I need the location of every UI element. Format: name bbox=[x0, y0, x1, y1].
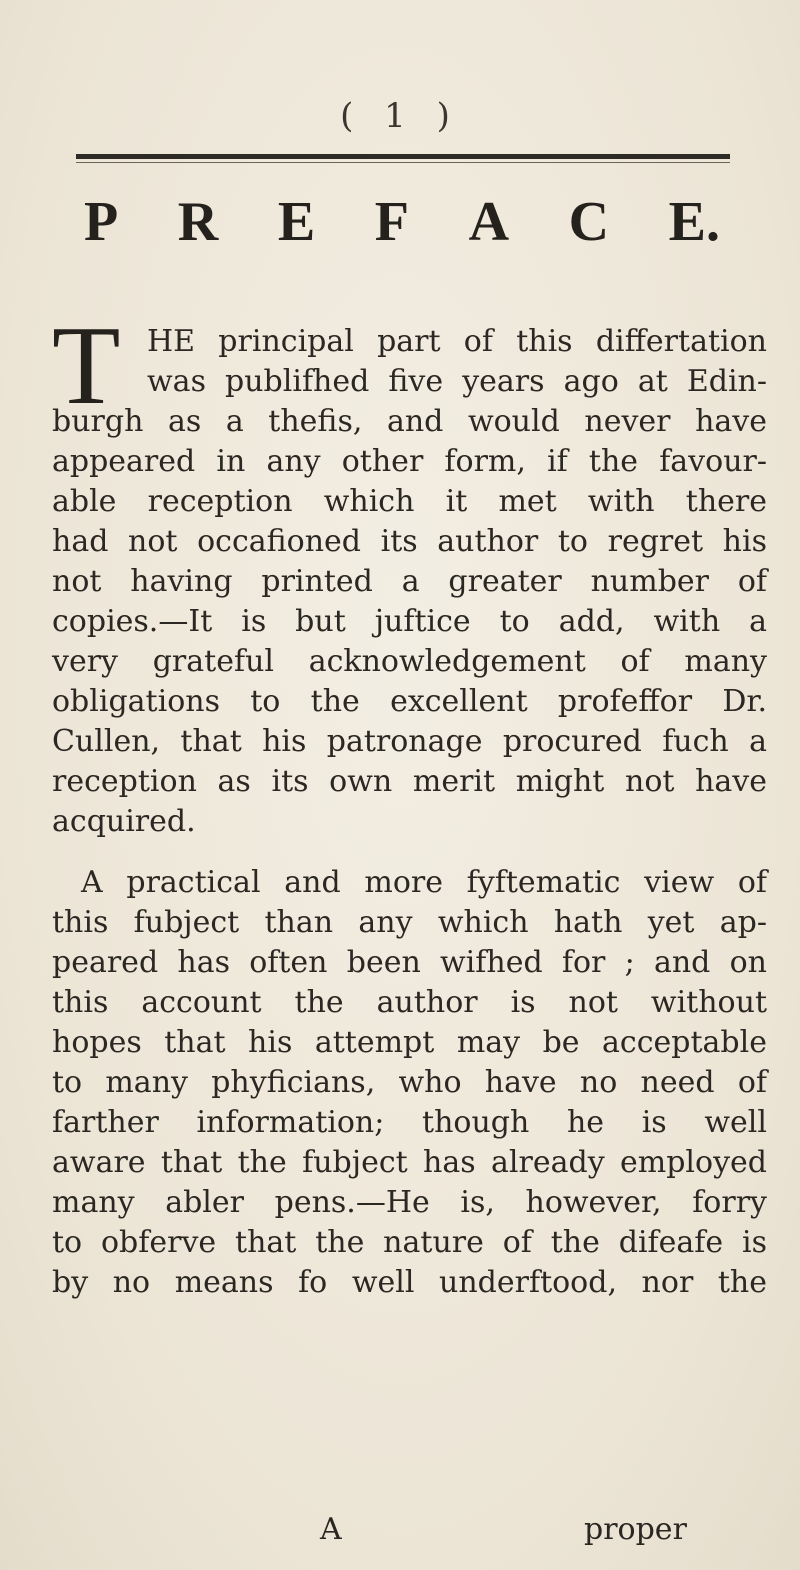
text-line: able reception which it met with there bbox=[52, 484, 767, 519]
heading-letter: E. bbox=[668, 191, 720, 253]
text-line: was publifhed five years ago at Edin- bbox=[147, 364, 767, 399]
heading-letter: A bbox=[468, 191, 510, 253]
heading-letter: E bbox=[277, 191, 316, 253]
text-line: peared has often been wifhed for ; and on bbox=[52, 945, 767, 980]
text-line: not having printed a greater number of bbox=[52, 564, 767, 599]
heading-letter: F bbox=[374, 191, 409, 253]
text-line: this fubject than any which hath yet ap- bbox=[52, 905, 767, 940]
heading-letter: R bbox=[177, 191, 219, 253]
preface-heading bbox=[84, 190, 720, 254]
heading-letter: P bbox=[84, 191, 119, 253]
header-rule bbox=[76, 154, 730, 159]
page-number: ( 1 ) bbox=[340, 96, 460, 136]
header-rule-thin bbox=[76, 162, 730, 163]
text-line: this account the author is not without bbox=[52, 985, 767, 1020]
signature-mark: A bbox=[320, 1512, 342, 1547]
text-line: farther information; though he is well bbox=[52, 1105, 767, 1140]
text-line: appeared in any other form, if the favour- bbox=[52, 444, 767, 479]
text-line: aware that the fubject has already employed bbox=[52, 1145, 767, 1180]
heading-letter: C bbox=[568, 191, 610, 253]
text-line: acquired. bbox=[52, 804, 196, 839]
text-line: reception as its own merit might not have bbox=[52, 764, 767, 799]
text-line: to many phyficians, who have no need of bbox=[52, 1065, 767, 1100]
text-line: very grateful acknowledgement of many bbox=[52, 644, 767, 679]
text-line: many abler pens.—He is, however, forry bbox=[52, 1185, 767, 1220]
text-line: had not occafioned its author to regret his bbox=[52, 524, 767, 559]
text-line: A practical and more fyftematic view of bbox=[81, 865, 767, 900]
text-line: by no means fo well underftood, nor the bbox=[52, 1265, 767, 1300]
text-line: burgh as a thefis, and would never have bbox=[52, 404, 767, 439]
paragraph-2 bbox=[52, 863, 767, 1303]
text-line: hopes that his attempt may be acceptable bbox=[52, 1025, 767, 1060]
text-line: to obferve that the nature of the difeafe is bbox=[52, 1225, 767, 1260]
text-line: Cullen, that his patronage procured fuch a bbox=[52, 724, 767, 759]
text-line: HE principal part of this differtation bbox=[147, 324, 767, 359]
text-line: obligations to the excellent profeffor Dr. bbox=[52, 684, 767, 719]
text-line: copies.—It is but juftice to add, with a bbox=[52, 604, 767, 639]
drop-cap: T bbox=[52, 304, 121, 428]
paragraph-1 bbox=[52, 304, 767, 842]
catchword: proper bbox=[584, 1512, 687, 1547]
page-footer bbox=[0, 1512, 800, 1552]
